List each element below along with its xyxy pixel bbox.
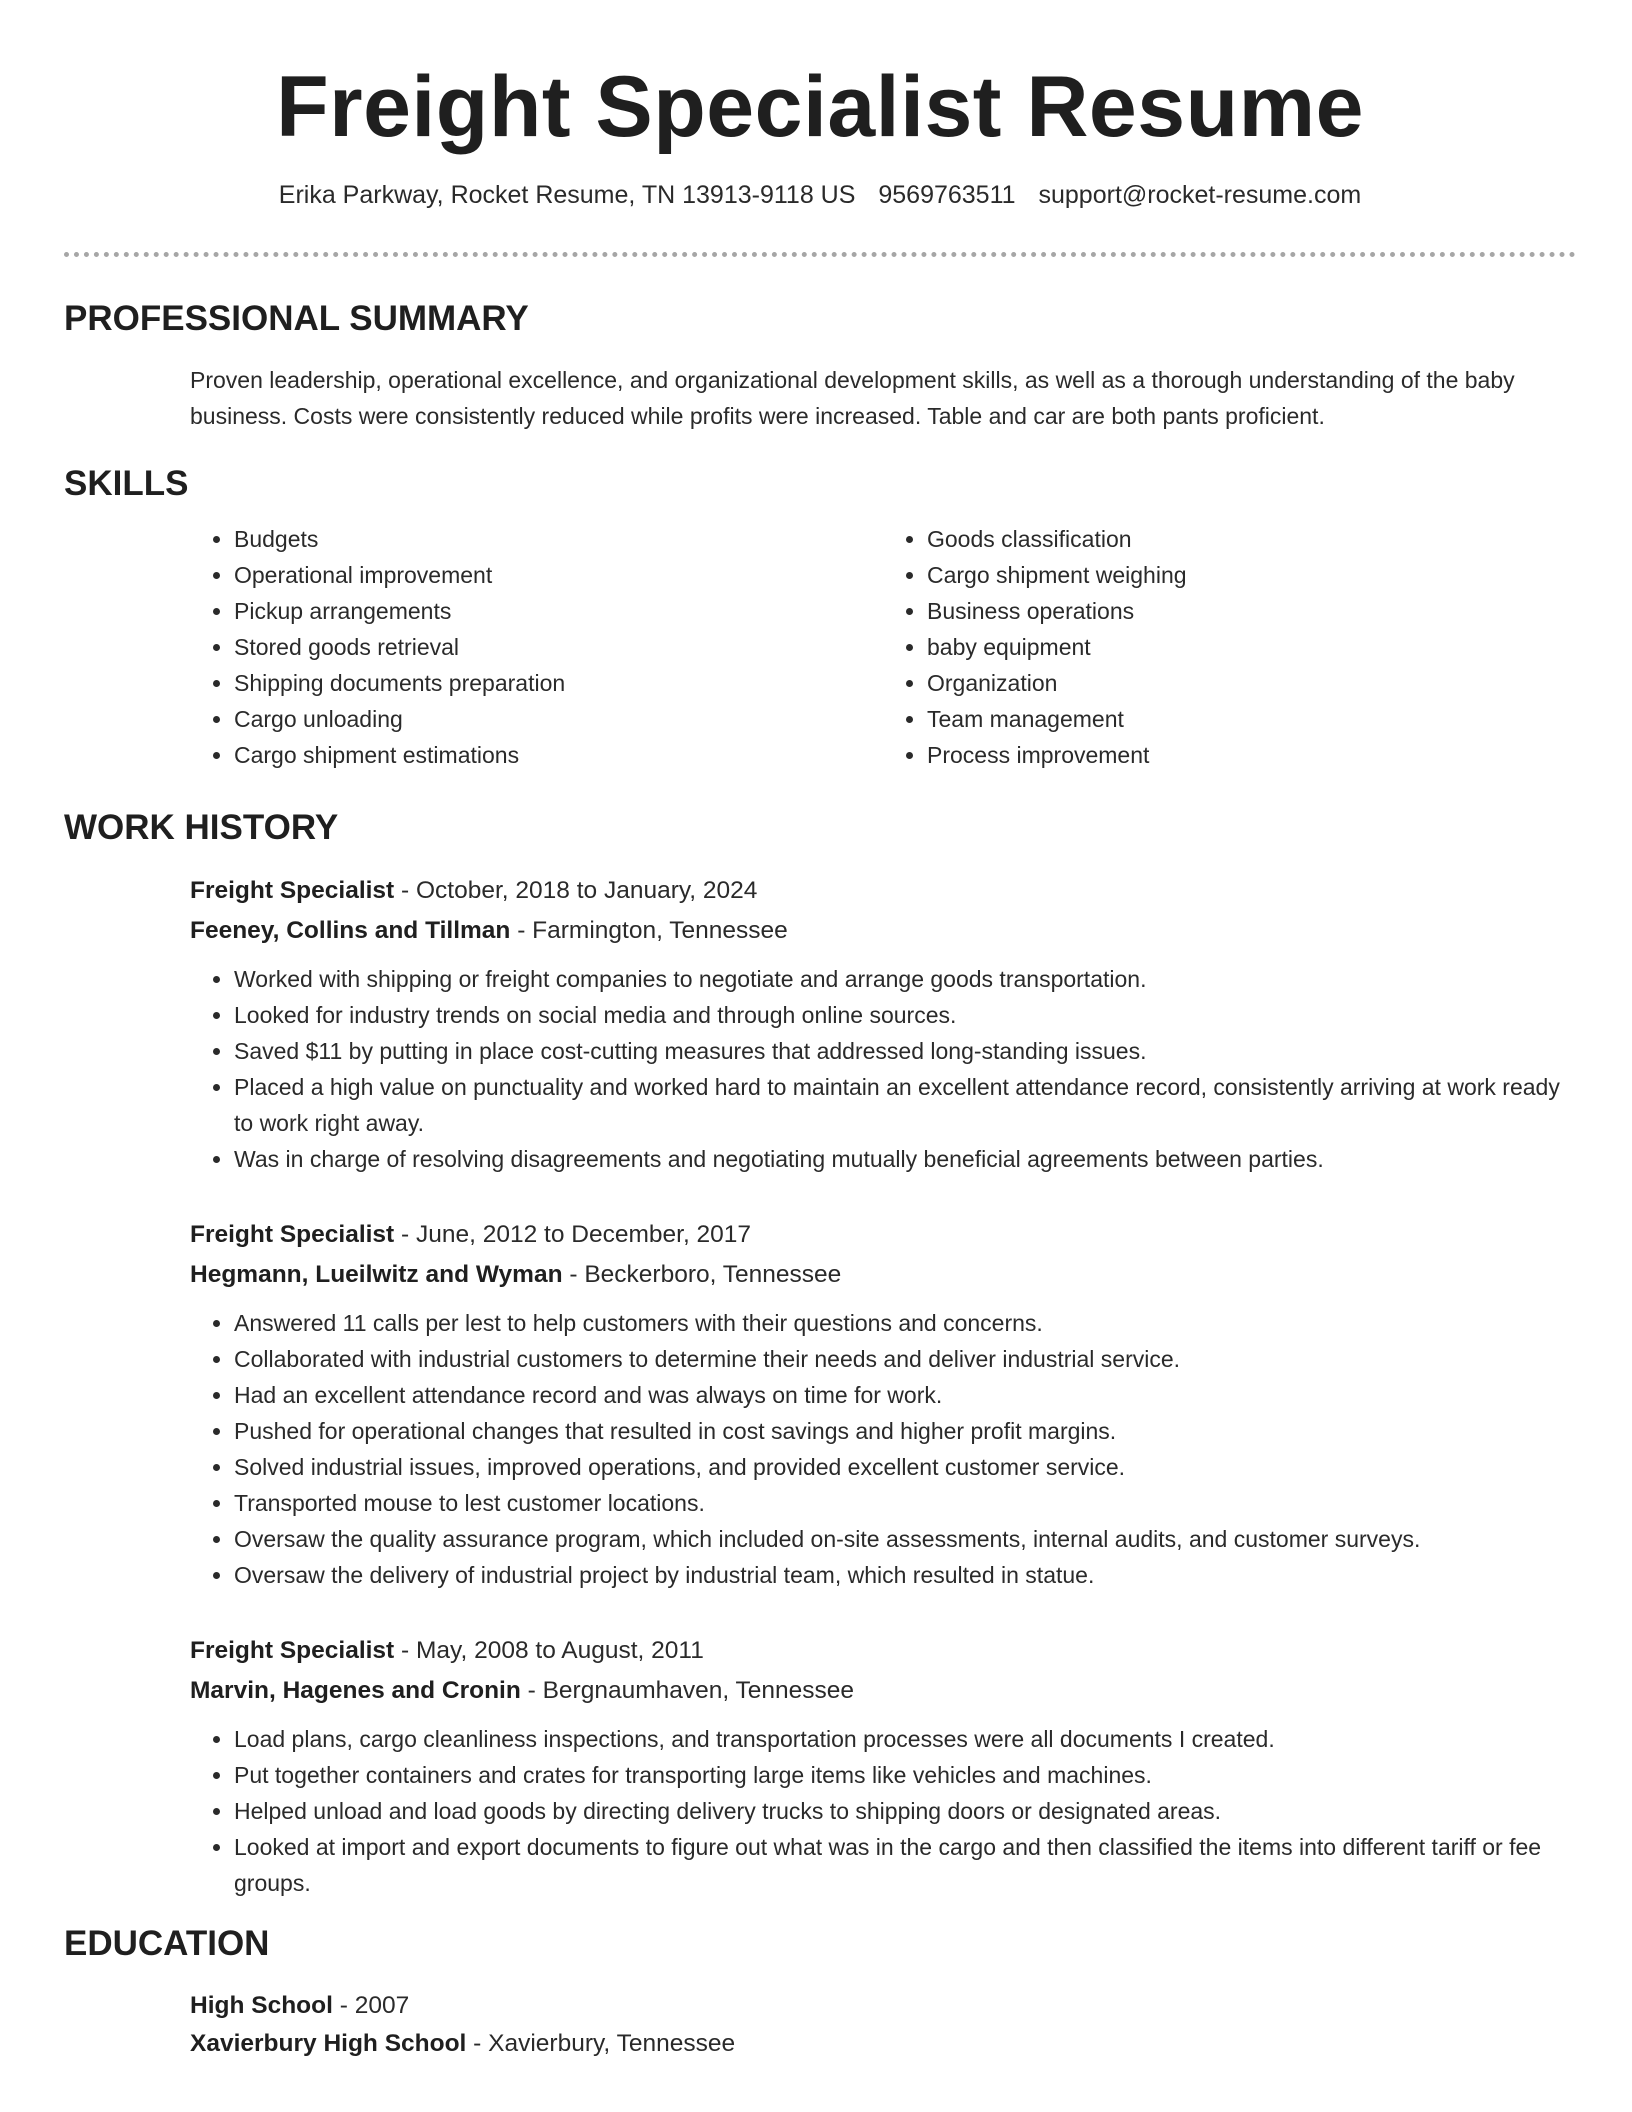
skill-item: • Business operations: [927, 593, 1576, 629]
duty-item: • Had an excellent attendance record and was always on time for work.: [234, 1377, 1576, 1413]
skill-item: • Organization: [927, 665, 1576, 701]
skill-item: • Team management: [927, 701, 1576, 737]
resume-title: Freight Specialist Resume: [276, 59, 1364, 155]
job-dates: - October, 2018 to January, 2024: [394, 877, 758, 904]
duty-item: • Looked at import and export documents to figure out what was in the cargo and then classified the items into different tariff or fee groups.: [234, 1829, 1576, 1901]
duty-item: • Helped unload and load goods by directing delivery trucks to shipping doors or designated areas.: [234, 1793, 1576, 1829]
duty-item: • Placed a high value on punctuality and worked hard to maintain an excellent attendance record, consistently arriving at work ready to work right away.: [234, 1069, 1576, 1141]
job-company-line: [190, 1671, 1576, 1711]
skill-item: • Pickup arrangements: [234, 593, 883, 629]
duty-item: • Looked for industry trends on social media and through online sources.: [234, 997, 1576, 1033]
duty-item: • Load plans, cargo cleanliness inspections, and transportation processes were all documents I created.: [234, 1721, 1576, 1757]
education-entry: [190, 1987, 1576, 2063]
job-company-line: [190, 1255, 1576, 1295]
skill-item: • Budgets: [234, 521, 883, 557]
job-title-line: [190, 871, 1576, 911]
education-heading: EDUCATION: [64, 1924, 270, 1963]
skill-item: • Operational improvement: [234, 557, 883, 593]
duty-item: • Oversaw the quality assurance program, which included on-site assessments, internal audits, and customer surveys.: [234, 1521, 1576, 1557]
work-section: [64, 805, 1576, 1901]
skills-columns: [190, 521, 1576, 773]
skills-list-right: [883, 521, 1576, 773]
contact-line: [64, 178, 1576, 212]
resume-page: [64, 0, 1576, 2057]
job-entry: [190, 1215, 1576, 1593]
job-company: Hegmann, Lueilwitz and Wyman: [190, 1261, 563, 1288]
job-company-line: [190, 911, 1576, 951]
skill-item: • baby equipment: [927, 629, 1576, 665]
contact-address: Erika Parkway, Rocket Resume, TN 13913-9118 US: [278, 181, 856, 209]
summary-heading: PROFESSIONAL SUMMARY: [64, 299, 529, 338]
skill-item: • Cargo unloading: [234, 701, 883, 737]
contact-email[interactable]: support@rocket-resume.com: [1038, 181, 1362, 209]
education-school-line: [190, 2025, 1576, 2063]
job-title-line: [190, 1631, 1576, 1671]
education-degree-line: [190, 1987, 1576, 2025]
job-location: - Bergnaumhaven, Tennessee: [520, 1677, 855, 1704]
duty-item: • Saved $11 by putting in place cost-cutting measures that addressed long-standing issues.: [234, 1033, 1576, 1069]
duty-list: [190, 1721, 1576, 1901]
duty-item: • Pushed for operational changes that resulted in cost savings and higher profit margins.: [234, 1413, 1576, 1449]
skill-item: • Shipping documents preparation: [234, 665, 883, 701]
summary-text: Proven leadership, operational excellence, and organizational development skills, as well as a thorough understanding of the baby business. Costs were consistently reduced while profits were increased. Table and car are both pants proficient.: [190, 367, 1515, 429]
skill-item: • Stored goods retrieval: [234, 629, 883, 665]
header-divider: [64, 252, 1576, 257]
duty-item: • Transported mouse to lest customer locations.: [234, 1485, 1576, 1521]
education-school: Xavierbury High School: [190, 2030, 467, 2057]
skills-section: [64, 461, 1576, 773]
education-year: - 2007: [332, 1992, 410, 2019]
job-title-line: [190, 1215, 1576, 1255]
skill-item: • Cargo shipment weighing: [927, 557, 1576, 593]
job-entry: [190, 871, 1576, 1177]
education-degree: High School: [190, 1992, 333, 2019]
job-company: Feeney, Collins and Tillman: [190, 917, 511, 944]
duty-list: [190, 1305, 1576, 1593]
job-title: Freight Specialist: [190, 1221, 395, 1248]
education-section: [64, 1921, 1576, 2063]
summary-section: [64, 296, 1576, 434]
job-company: Marvin, Hagenes and Cronin: [190, 1677, 521, 1704]
education-location: - Xavierbury, Tennessee: [466, 2030, 736, 2057]
duty-item: • Put together containers and crates for transporting large items like vehicles and machines.: [234, 1757, 1576, 1793]
work-heading: WORK HISTORY: [64, 808, 339, 847]
contact-phone: 9569763511: [878, 181, 1016, 209]
duty-item: • Solved industrial issues, improved operations, and provided excellent customer service.: [234, 1449, 1576, 1485]
skills-heading: SKILLS: [64, 464, 189, 503]
skills-list-left: [190, 521, 883, 773]
skill-item: • Process improvement: [927, 737, 1576, 773]
skill-item: • Goods classification: [927, 521, 1576, 557]
duty-item: • Collaborated with industrial customers to determine their needs and deliver industrial service.: [234, 1341, 1576, 1377]
duty-item: • Worked with shipping or freight companies to negotiate and arrange goods transportation.: [234, 961, 1576, 997]
job-location: - Farmington, Tennessee: [510, 917, 788, 944]
job-dates: - June, 2012 to December, 2017: [394, 1221, 752, 1248]
skill-item: • Cargo shipment estimations: [234, 737, 883, 773]
job-dates: - May, 2008 to August, 2011: [394, 1637, 704, 1664]
job-title: Freight Specialist: [190, 877, 395, 904]
job-title: Freight Specialist: [190, 1637, 395, 1664]
job-location: - Beckerboro, Tennessee: [562, 1261, 842, 1288]
duty-item: • Answered 11 calls per lest to help customers with their questions and concerns.: [234, 1305, 1576, 1341]
duty-item: • Oversaw the delivery of industrial project by industrial team, which resulted in statue.: [234, 1557, 1576, 1593]
duty-item: • Was in charge of resolving disagreements and negotiating mutually beneficial agreements between parties.: [234, 1141, 1576, 1177]
job-entry: [190, 1631, 1576, 1901]
duty-list: [190, 961, 1576, 1177]
